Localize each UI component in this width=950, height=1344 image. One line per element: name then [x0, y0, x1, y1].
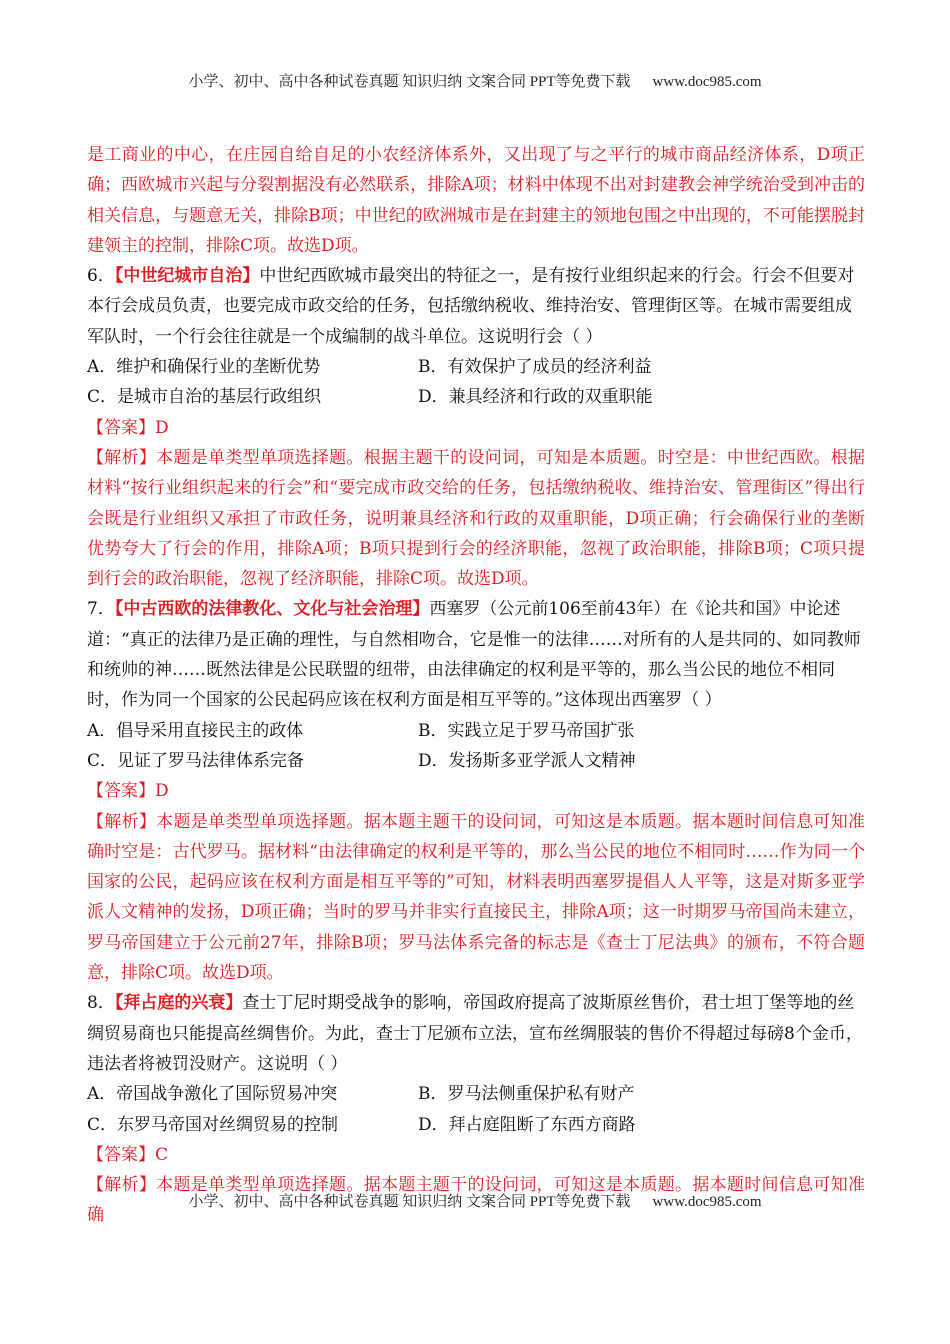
footer-text: 小学、初中、高中各种试卷真题 知识归纳 文案合同 PPT等免费下载: [188, 1194, 631, 1210]
question-stem: [87, 594, 865, 715]
footer-site[interactable]: www.doc985.com: [652, 1194, 762, 1210]
option-b[interactable]: B．实践立足于罗马帝国扩张: [418, 720, 635, 741]
options-row: [87, 352, 865, 382]
option-c[interactable]: C．是城市自治的基层行政组织: [87, 387, 322, 408]
options-row: [87, 1079, 865, 1109]
answer: 【答案】D: [87, 417, 169, 438]
option-a[interactable]: A．维护和确保行业的垄断优势: [87, 357, 321, 378]
question-number: 8．: [87, 993, 115, 1014]
question-text: 西塞罗（公元前106至前43年）在《论共和国》中论述道：“真正的法律乃是正确的理性，与自然相吻合，它是惟一的法律……对所有的人是共同的、如同教师和统帅的神……既然法律是公民联盟的纽带，由法律确定的权利是平等的，那么当公民的地位不相同时，作为同一个国家的公民起码应该在权利方面是相互平等的。”这体现出西塞罗（ ）: [87, 599, 861, 711]
page-footer: [0, 1190, 950, 1211]
option-b[interactable]: B．有效保护了成员的经济利益: [418, 357, 652, 378]
question-tag: 【中古西欧的法律教化、文化与社会治理】: [114, 599, 430, 620]
option-c[interactable]: C．见证了罗马法律体系完备: [87, 750, 305, 771]
options-row: [87, 1110, 865, 1140]
question-6: [87, 261, 865, 594]
options-row: [87, 382, 865, 412]
header-text: 小学、初中、高中各种试卷真题 知识归纳 文案合同 PPT等免费下载: [188, 74, 631, 90]
question-number: 6．: [87, 266, 115, 287]
option-b[interactable]: B．罗马法侧重保护私有财产: [418, 1084, 635, 1105]
question-stem: [87, 261, 865, 352]
header-site[interactable]: www.doc985.com: [652, 74, 762, 90]
question-stem: [87, 988, 865, 1079]
question-text: 中世纪西欧城市最突出的特征之一，是有按行业组织起来的行会。行会不但要对本行会成员负责，也要完成市政交给的任务，包括缴纳税收、维持治安、管理街区等。在城市需要组成军队时，一个行会往往就是一个成编制的战斗单位。这说明行会（ ）: [87, 266, 855, 347]
option-d[interactable]: D．发扬斯多亚学派人文精神: [418, 750, 636, 771]
question-tag: 【拜占庭的兴衰】: [114, 993, 243, 1014]
analysis: 【解析】本题是单类型单项选择题。据本题主题干的设问词，可知这是本质题。据本题时间信息可知准确时空是：古代罗马。据材料“由法律确定的权利是平等的，那么当公民的地位不相同时……作为同一个国家的公民，起码应该在权利方面是相互平等的”可知，材料表明西塞罗提倡人人平等，这是对斯多亚学派人文精神的发扬，D项正确；当时的罗马并非实行直接民主，排除A项；这一时期罗马帝国尚未建立，罗马帝国建立于公元前27年，排除B项；罗马法体系完备的标志是《查士丁尼法典》的颁布，不符合题意，排除C项。故选D项。: [87, 811, 865, 984]
question-tag: 【中世纪城市自治】: [114, 266, 260, 287]
analysis: 【解析】本题是单类型单项选择题。根据主题干的设问词，可知是本质题。时空是：中世纪西欧。根据材料“按行业组织起来的行会”和“要完成市政交给的任务，包括缴纳税收、维持治安、管理街区”得出行会既是行业组织又承担了市政任务，说明兼具经济和行政的双重职能，D项正确；行会确保行业的垄断优势夸大了行会的作用，排除A项；B项只提到行会的经济职能，忽视了政治职能，排除B项；C项只提到行会的政治职能，忽视了经济职能，排除C项。故选D项。: [87, 447, 865, 590]
option-a[interactable]: A．帝国战争激化了国际贸易冲突: [87, 1084, 338, 1105]
analysis: 【解析】本题是单类型单项选择题。据本题主题干的设问词，可知这是本质题。据本题时间信息可知准确: [87, 1175, 865, 1226]
option-d[interactable]: D．兼具经济和行政的双重职能: [418, 387, 653, 408]
options-row: [87, 746, 865, 776]
option-d[interactable]: D．拜占庭阻断了东西方商路: [418, 1114, 636, 1135]
question-7: [87, 594, 865, 988]
options-row: [87, 716, 865, 746]
question-number: 7．: [87, 599, 115, 620]
page-header: [0, 70, 950, 91]
document-body: [87, 140, 865, 1231]
question-text: 查士丁尼时期受战争的影响，帝国政府提高了波斯原丝售价，君士坦丁堡等地的丝绸贸易商也只能提高丝绸售价。为此，查士丁尼颁布立法，宣布丝绸服装的售价不得超过每磅8个金币，违法者将被罚没财产。这说明（ ）: [87, 993, 863, 1074]
option-a[interactable]: A．倡导采用直接民主的政体: [87, 720, 304, 741]
answer: 【答案】C: [87, 1144, 169, 1165]
option-c[interactable]: C．东罗马帝国对丝绸贸易的控制: [87, 1114, 339, 1135]
continuation-paragraph: 是工商业的中心，在庄园自给自足的小农经济体系外，又出现了与之平行的城市商品经济体系，D项正确；西欧城市兴起与分裂割据没有必然联系，排除A项；材料中体现不出对封建教会神学统治受到冲击的相关信息，与题意无关，排除B项；中世纪的欧洲城市是在封建主的领地包围之中出现的，不可能摆脱封建领主的控制，排除C项。故选D项。: [87, 145, 865, 256]
answer: 【答案】D: [87, 781, 169, 802]
